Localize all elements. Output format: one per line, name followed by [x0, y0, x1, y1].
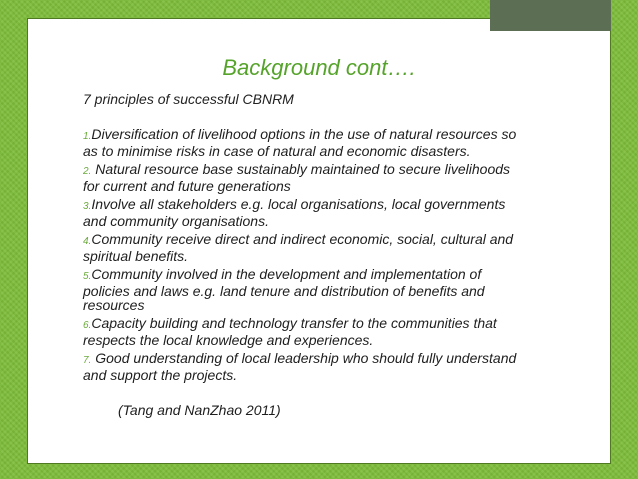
slide-subtitle: 7 principles of successful CBNRM	[83, 91, 294, 107]
principles-list	[83, 127, 528, 386]
principle-text: Community receive direct and indirect economic, social, cultural and spiritual benefits.	[83, 231, 514, 264]
principle-number: 6.	[83, 320, 92, 331]
principle-text: Diversification of livelihood options in the use of natural resources so as to minimise risks in case of natural and economic disasters.	[83, 126, 517, 159]
principle-text: Involve all stakeholders e.g. local organisations, local governments and community organisations.	[83, 196, 506, 229]
principle-item	[83, 127, 528, 158]
principle-item	[83, 316, 528, 347]
principle-number: 4.	[83, 236, 92, 247]
principle-text: Natural resource base sustainably maintained to secure livelihoods for current and future generations	[83, 161, 511, 194]
corner-decoration	[490, 0, 611, 31]
principle-text: Capacity building and technology transfer to the communities that respects the local knowledge and experiences.	[83, 315, 497, 348]
principle-number: 5.	[83, 271, 92, 282]
principle-item	[83, 197, 528, 228]
principle-item	[83, 351, 528, 382]
principle-text: Good understanding of local leadership who should fully understand and support the projects.	[83, 350, 517, 383]
principle-number: 2.	[83, 166, 92, 177]
principle-number: 1.	[83, 131, 92, 142]
principle-item	[83, 267, 528, 312]
citation: (Tang and NanZhao 2011)	[118, 402, 281, 418]
principle-item	[83, 162, 528, 193]
slide-title: Background cont….	[222, 55, 416, 80]
principle-item	[83, 232, 528, 263]
principle-number: 7.	[83, 355, 92, 366]
principle-text: Community involved in the development and implementation of policies and laws e.g. land tenure and distribution of benefits and resources	[83, 266, 485, 313]
principle-number: 3.	[83, 201, 92, 212]
